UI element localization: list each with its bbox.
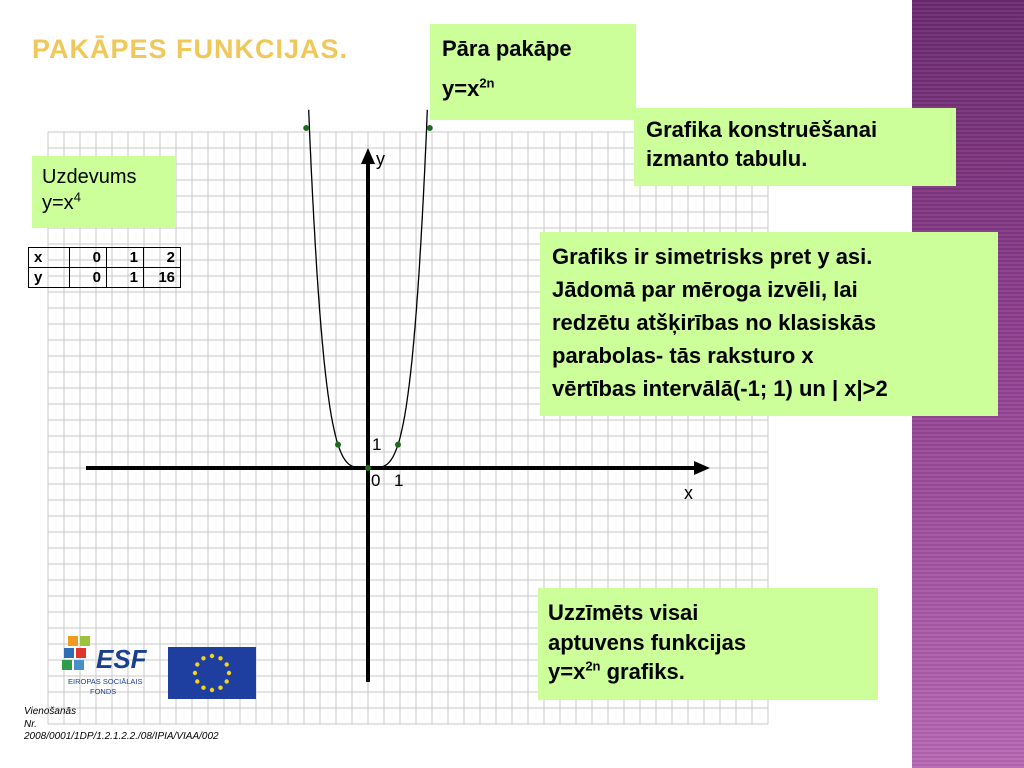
even-power-formula: $y=x^{2n}$ xyxy=(442,75,495,101)
eu-star xyxy=(218,686,222,690)
symmetry-line-3: redzētu atšķirības no klasiskās xyxy=(552,310,877,335)
eu-star xyxy=(201,686,205,690)
table-cell: 0 xyxy=(70,268,107,288)
footer-line3: 2008/0001/1DP/1.2.1.2.2./08/IPIA/VIAA/002 xyxy=(24,731,219,742)
y-axis-arrow xyxy=(361,148,375,164)
eu-star xyxy=(227,671,231,675)
eu-star xyxy=(201,656,205,660)
table-cell: 1 xyxy=(107,268,144,288)
drawn-note-line1: Uzzīmēts visai xyxy=(548,600,699,625)
table-row-x xyxy=(29,248,181,268)
tick-x-1: 1 xyxy=(394,471,404,490)
data-point xyxy=(303,125,309,131)
svg-text:FONDS: FONDS xyxy=(90,687,117,696)
data-point xyxy=(335,442,341,448)
eu-star xyxy=(193,671,197,675)
slide-title: PAKĀPES FUNKCIJAS. xyxy=(32,34,349,64)
symmetry-line-1: Grafiks ir simetrisks pret y asi. xyxy=(552,244,873,269)
esf-logo xyxy=(60,634,160,702)
eu-star xyxy=(218,656,222,660)
table-cell: x xyxy=(29,248,70,268)
symmetry-line-4: parabolas- tās raksturo x xyxy=(552,343,814,368)
tick-y-1: 1 xyxy=(372,435,382,454)
data-point xyxy=(427,125,433,131)
value-table xyxy=(28,247,181,288)
even-power-heading: Pāra pakāpe xyxy=(442,36,572,61)
x-axis-arrow xyxy=(694,461,710,475)
task-formula: $y=x^4$ xyxy=(42,189,81,214)
svg-text:ESF: ESF xyxy=(96,644,147,674)
footer-line1: Vienošanās xyxy=(24,706,77,717)
even-power-box xyxy=(430,24,636,120)
table-cell: 1 xyxy=(107,248,144,268)
construction-note-box xyxy=(634,108,956,186)
table-cell: 2 xyxy=(144,248,181,268)
footer-agreement xyxy=(24,706,219,744)
drawn-graph-note-box xyxy=(538,588,878,700)
footer-line2: Nr. xyxy=(24,718,37,730)
svg-text:EIROPAS SOCIĀLAIS: EIROPAS SOCIĀLAIS xyxy=(68,677,143,686)
table-cell: y xyxy=(29,268,70,288)
x-axis-label: x xyxy=(684,483,693,503)
y-axis-label: y xyxy=(376,149,385,169)
table-cell: 16 xyxy=(144,268,181,288)
eu-star xyxy=(225,679,229,683)
symmetry-note-box xyxy=(540,232,998,416)
table-cell: 0 xyxy=(70,248,107,268)
eu-star xyxy=(195,679,199,683)
task-box xyxy=(32,156,176,228)
eu-flag-logo xyxy=(168,647,256,699)
origin-label: 0 xyxy=(371,471,381,490)
drawn-note-line2: aptuvens funkcijas xyxy=(548,629,747,655)
table-row-y xyxy=(29,268,181,288)
data-point xyxy=(395,442,401,448)
construction-note-line2: izmanto tabulu. xyxy=(646,145,808,171)
symmetry-line-5: vērtības intervālā(-1; 1) un | x|>2 xyxy=(552,376,888,401)
eu-star xyxy=(225,662,229,666)
construction-note-line1: Grafika konstruēšanai xyxy=(646,117,878,142)
eu-star xyxy=(210,654,214,658)
symmetry-line-2: Jādomā par mēroga izvēli, lai xyxy=(552,277,858,302)
drawn-note-line3: $y=x^{2n}$ grafiks. xyxy=(548,659,685,685)
task-heading: Uzdevums xyxy=(42,166,137,188)
eu-star xyxy=(210,688,214,692)
eu-star xyxy=(195,662,199,666)
